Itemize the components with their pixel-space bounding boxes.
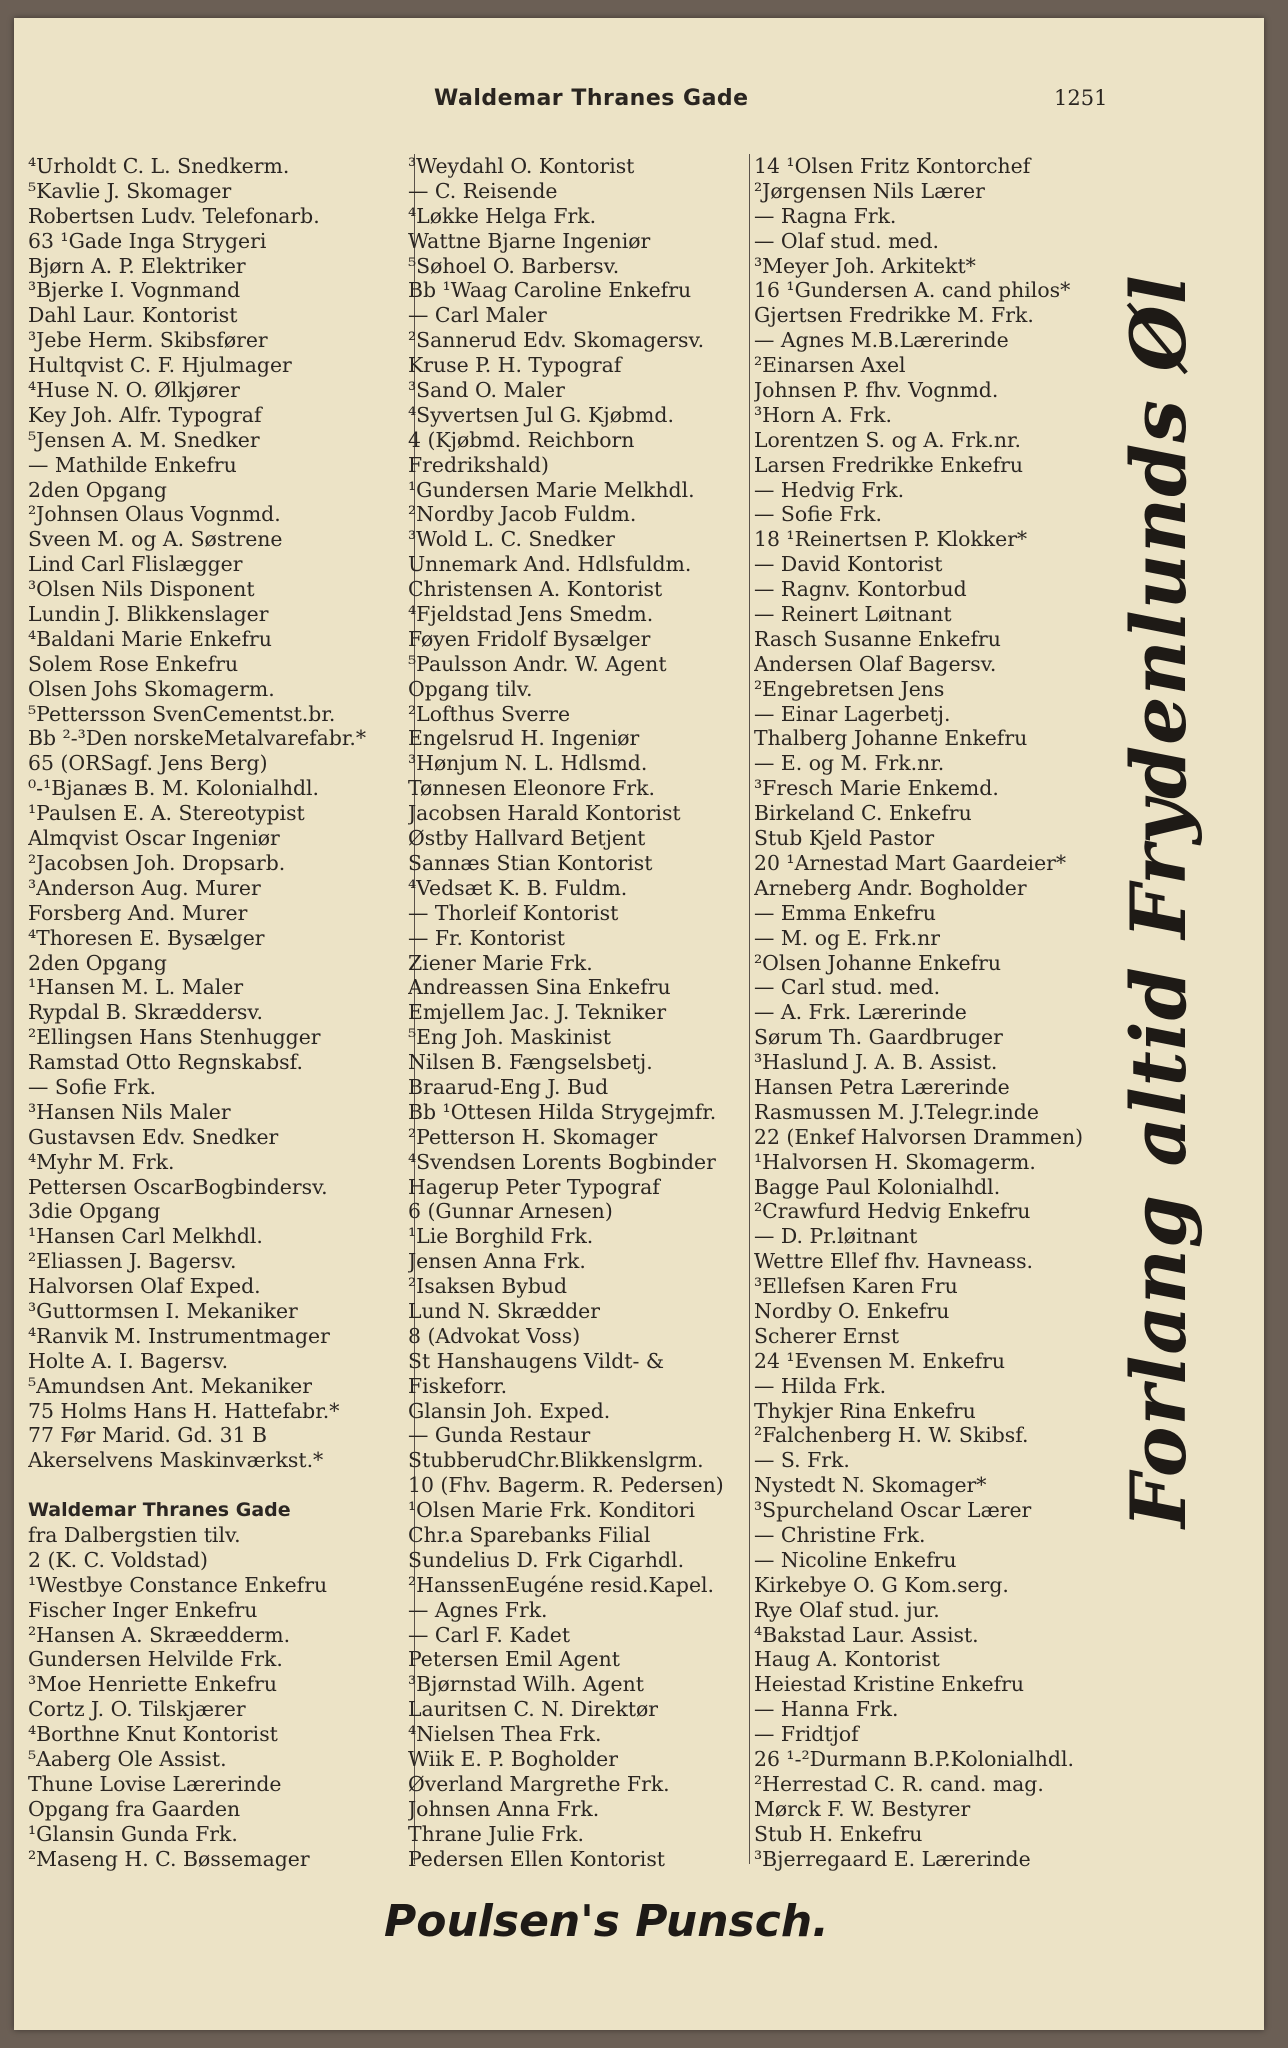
- directory-entry: — Hilda Frk.: [754, 1373, 887, 1398]
- directory-entry: 4 (Kjøbmd. Reichborn: [408, 427, 635, 452]
- directory-entry: Gustavsen Edv. Snedker: [28, 1124, 279, 1149]
- directory-entry: ⁵Aaberg Ole Assist.: [28, 1747, 227, 1771]
- directory-entry: Waldemar Thranes Gade: [28, 1499, 291, 1522]
- directory-entry: 18 ¹Reinertsen P. Klokker*: [754, 527, 1028, 552]
- directory-entry: Lundin J. Blikkenslager: [28, 602, 269, 627]
- directory-entry: ²HanssenEugéne resid.Kapel.: [408, 1572, 715, 1597]
- directory-entry: Andersen Olaf Bagersv.: [754, 651, 997, 676]
- directory-entry: Braarud-Eng J. Bud: [408, 1074, 609, 1099]
- directory-entry: Forsberg And. Murer: [28, 900, 248, 925]
- directory-entry: Halvorsen Olaf Exped.: [28, 1274, 261, 1299]
- bottom-advertisement: Poulsen's Punsch.: [384, 1896, 829, 1947]
- directory-entry: ⁵Paulsson Andr. W. Agent: [408, 651, 667, 676]
- directory-entry: — S. Frk.: [754, 1448, 850, 1473]
- directory-entry: Øverland Margrethe Frk.: [408, 1771, 670, 1796]
- directory-entry: Thrane Julie Frk.: [408, 1821, 584, 1846]
- directory-entry: Føyen Fridolf Bysælger: [408, 626, 651, 651]
- directory-entry: ³Hønjum N. L. Hdlsmd.: [408, 751, 648, 776]
- directory-entry: — M. og E. Frk.nr: [754, 925, 940, 950]
- directory-entry: 16 ¹Gundersen A. cand philos*: [754, 278, 1071, 303]
- directory-entry: Bb ¹Waag Caroline Enkefru: [408, 278, 692, 303]
- directory-entry: ³Sand O. Maler: [408, 378, 565, 403]
- directory-entry: Lund N. Skrædder: [408, 1298, 600, 1323]
- directory-entry: ⁴Svendsen Lorents Bogbinder: [408, 1149, 716, 1174]
- directory-entry: Gundersen Helvilde Frk.: [28, 1647, 283, 1672]
- directory-entry: — Carl F. Kadet: [408, 1622, 571, 1647]
- directory-entry: 3die Opgang: [28, 1199, 161, 1224]
- directory-entry: ³Olsen Nils Disponent: [28, 577, 255, 602]
- column-left: [28, 154, 428, 1871]
- page-title: Waldemar Thranes Gade: [434, 86, 749, 111]
- directory-entry: 10 (Fhv. Bagerm. R. Pedersen): [408, 1473, 724, 1498]
- directory-entry: — Olaf stud. med.: [754, 228, 940, 253]
- directory-entry: — Einar Lagerbetj.: [754, 701, 951, 726]
- directory-entry: 24 ¹Evensen M. Enkefru: [754, 1348, 1006, 1373]
- directory-entry: ¹Halvorsen H. Skomagerm.: [754, 1149, 1036, 1174]
- directory-entry: — Hanna Frk.: [754, 1697, 899, 1722]
- directory-entry: Ramstad Otto Regnskabsf.: [28, 1050, 303, 1075]
- directory-entry: ²Hansen A. Skræedderm.: [28, 1622, 291, 1647]
- directory-entry: ⁴Ranvik M. Instrumentmager: [28, 1323, 330, 1348]
- directory-entry: 75 Holms Hans H. Hattefabr.*: [28, 1398, 340, 1423]
- directory-entry: ²Petterson H. Skomager: [408, 1124, 658, 1149]
- directory-entry: Cortz J. O. Tilskjærer: [28, 1697, 246, 1722]
- directory-entry: Petersen Emil Agent: [408, 1647, 620, 1672]
- page-number: 1251: [1054, 86, 1108, 110]
- directory-entry: Bjørn A. P. Elektriker: [28, 253, 246, 278]
- directory-entry: ²Crawfurd Hedvig Enkefru: [754, 1199, 1031, 1224]
- directory-entry: ²Olsen Johanne Enkefru: [754, 950, 1001, 975]
- directory-entry: Scherer Ernst: [754, 1323, 900, 1348]
- directory-entry: ³Anderson Aug. Murer: [28, 875, 261, 900]
- directory-entry: Fredrikshald): [408, 452, 549, 477]
- directory-entry: Hultqvist C. F. Hjulmager: [28, 353, 292, 378]
- directory-entry: ⁵Eng Joh. Maskinist: [408, 1025, 611, 1050]
- directory-entry: ⁵Pettersson SvenCementst.br.: [28, 701, 336, 726]
- directory-entry: — Reinert Løitnant: [754, 602, 952, 627]
- directory-entry: — Ragna Frk.: [754, 203, 897, 228]
- directory-entry: ⁴Borthne Knut Kontorist: [28, 1722, 278, 1747]
- directory-entry: 65 (ORSagf. Jens Berg): [28, 751, 268, 776]
- directory-entry: Opgang fra Gaarden: [28, 1796, 241, 1821]
- directory-entry: 8 (Advokat Voss): [408, 1323, 581, 1348]
- directory-entry: Opgang tilv.: [408, 676, 533, 701]
- directory-entry: Rasmussen M. J.Telegr.inde: [754, 1099, 1039, 1124]
- directory-entry: ³Haslund J. A. B. Assist.: [754, 1050, 998, 1075]
- directory-entry: — Christine Frk.: [754, 1522, 926, 1547]
- directory-entry: Tønnesen Eleonore Frk.: [408, 776, 655, 801]
- directory-entry: 2den Opgang: [28, 950, 167, 975]
- directory-entry: Thykjer Rina Enkefru: [754, 1398, 976, 1423]
- directory-entry: Glansin Joh. Exped.: [408, 1398, 611, 1423]
- directory-entry: 6 (Gunnar Arnesen): [408, 1199, 613, 1224]
- directory-entry: ²Johnsen Olaus Vognmd.: [28, 502, 281, 527]
- directory-entry: Holte A. I. Bagersv.: [28, 1348, 229, 1373]
- directory-entry: ²Engebretsen Jens: [754, 676, 945, 701]
- directory-entry: Fiskeforr.: [408, 1373, 508, 1398]
- directory-entry: ⁴Fjeldstad Jens Smedm.: [408, 602, 654, 627]
- directory-entry: ⁴Syvertsen Jul G. Kjøbmd.: [408, 402, 674, 427]
- directory-page: [14, 18, 1264, 2030]
- directory-entry: ¹Hansen Carl Melkhdl.: [28, 1224, 263, 1249]
- directory-entry: ³Weydahl O. Kontorist: [408, 154, 635, 178]
- column-right: [754, 154, 1134, 1871]
- directory-entry: ²Isaksen Bybud: [408, 1274, 568, 1299]
- directory-entry: Engelsrud H. Ingeniør: [408, 726, 640, 751]
- directory-entry: ⁵Amundsen Ant. Mekaniker: [28, 1373, 312, 1398]
- directory-entry: — Hedvig Frk.: [754, 477, 905, 502]
- directory-entry: — Emma Enkefru: [754, 900, 936, 925]
- page-header: [14, 86, 1264, 126]
- directory-entry: ¹Gundersen Marie Melkhdl.: [408, 477, 695, 502]
- directory-entry: Thalberg Johanne Enkefru: [754, 726, 1028, 751]
- directory-entry: ³Bjerregaard E. Lærerinde: [754, 1846, 1031, 1871]
- directory-entry: ²Nordby Jacob Fuldm.: [408, 502, 637, 527]
- directory-entry: Østby Hallvard Betjent: [408, 826, 646, 851]
- directory-entry: Solem Rose Enkefru: [28, 651, 239, 676]
- directory-entry: Chr.a Sparebanks Filial: [408, 1522, 651, 1547]
- directory-entry: ²Ellingsen Hans Stenhugger: [28, 1025, 321, 1050]
- directory-entry: Bb ²-³Den norskeMetalvarefabr.*: [28, 726, 367, 751]
- directory-entry: ¹Lie Borghild Frk.: [408, 1224, 594, 1249]
- directory-entry: Arneberg Andr. Bogholder: [754, 875, 1027, 900]
- directory-entry: ¹Westbye Constance Enkefru: [28, 1572, 328, 1597]
- directory-entry: — A. Frk. Lærerinde: [754, 1000, 967, 1025]
- vertical-advertisement: Forlang altid Frydenlunds Øl: [1114, 274, 1203, 1528]
- directory-entry: 63 ¹Gade Inga Strygeri: [28, 228, 267, 253]
- directory-entry: — Thorleif Kontorist: [408, 900, 619, 925]
- directory-entry: Haug A. Kontorist: [754, 1647, 940, 1672]
- directory-entry: Birkeland C. Enkefru: [754, 801, 972, 826]
- directory-entry: ³Guttormsen I. Mekaniker: [28, 1298, 298, 1323]
- directory-entry: Key Joh. Alfr. Typograf: [28, 402, 262, 427]
- directory-entry: ³Bjørnstad Wilh. Agent: [408, 1672, 644, 1697]
- directory-entry: ⁴Løkke Helga Frk.: [408, 203, 597, 228]
- directory-entry: Nordby O. Enkefru: [754, 1298, 950, 1323]
- directory-entry: ¹Paulsen E. A. Stereotypist: [28, 801, 305, 826]
- directory-entry: ²Lofthus Sverre: [408, 701, 571, 726]
- directory-entry: — E. og M. Frk.nr.: [754, 751, 945, 776]
- directory-entry: ³Meyer Joh. Arkitekt*: [754, 253, 976, 278]
- directory-entry: Robertsen Ludv. Telefonarb.: [28, 203, 320, 228]
- directory-entry: Pedersen Ellen Kontorist: [408, 1846, 665, 1871]
- directory-entry: ³Horn A. Frk.: [754, 402, 893, 427]
- directory-entry: — C. Reisende: [408, 178, 558, 203]
- directory-entry: ³Bjerke I. Vognmand: [28, 278, 241, 303]
- directory-entry: ³Ellefsen Karen Fru: [754, 1274, 958, 1299]
- directory-entry: Andreassen Sina Enkefru: [408, 975, 671, 1000]
- directory-entry: ¹Hansen M. L. Maler: [28, 975, 244, 1000]
- directory-entry: 2den Opgang: [28, 477, 167, 502]
- directory-entry: ⁵Søhoel O. Barbersv.: [408, 253, 620, 278]
- directory-entry: ²Eliassen J. Bagersv.: [28, 1249, 237, 1274]
- directory-entry: Heiestad Kristine Enkefru: [754, 1672, 1025, 1697]
- directory-entry: Rye Olaf stud. jur.: [754, 1597, 940, 1622]
- directory-entry: ⁴Huse N. O. Ølkjører: [28, 378, 240, 403]
- directory-entry: Jensen Anna Frk.: [408, 1249, 586, 1274]
- directory-entry: Lauritsen C. N. Direktør: [408, 1697, 659, 1722]
- directory-entry: Wattne Bjarne Ingeniør: [408, 228, 651, 253]
- directory-entry: — Agnes Frk.: [408, 1597, 548, 1622]
- directory-entry: Kruse P. H. Typograf: [408, 353, 622, 378]
- directory-entry: Bb ¹Ottesen Hilda Strygejmfr.: [408, 1099, 717, 1124]
- directory-entry: — David Kontorist: [754, 552, 943, 577]
- directory-entry: St Hanshaugens Vildt- &: [408, 1348, 664, 1373]
- directory-entry: ²Jacobsen Joh. Dropsarb.: [28, 850, 286, 875]
- directory-entry: Almqvist Oscar Ingeniør: [28, 826, 280, 851]
- directory-entry: 20 ¹Arnestad Mart Gaardeier*: [754, 850, 1067, 875]
- directory-entry: Gjertsen Fredrikke M. Frk.: [754, 303, 1034, 328]
- directory-entry: Fischer Inger Enkefru: [28, 1597, 258, 1622]
- directory-entry: 2 (K. C. Voldstad): [28, 1547, 208, 1572]
- directory-entry: ⁴Baldani Marie Enkefru: [28, 626, 272, 651]
- directory-entry: Hagerup Peter Typograf: [408, 1174, 660, 1199]
- directory-entry: ⁴Bakstad Laur. Assist.: [754, 1622, 979, 1647]
- directory-entry: ⁴Myhr M. Frk.: [28, 1149, 175, 1174]
- directory-entry: ⁵Jensen A. M. Snedker: [28, 427, 260, 452]
- directory-entry: Nilsen B. Fængselsbetj.: [408, 1050, 653, 1075]
- directory-entry: ⁵Kavlie J. Skomager: [28, 178, 232, 203]
- directory-entry: Wettre Ellef fhv. Havneass.: [754, 1249, 1034, 1274]
- directory-entry: — Fridtjof: [754, 1722, 859, 1747]
- directory-entry: ²Jørgensen Nils Lærer: [754, 178, 985, 203]
- directory-entry: 26 ¹-²Durmann B.P.Kolonialhdl.: [754, 1747, 1074, 1771]
- directory-entry: Akerselvens Maskinværkst.*: [28, 1448, 324, 1473]
- directory-entry: — Mathilde Enkefru: [28, 452, 237, 477]
- directory-entry: 77 Før Marid. Gd. 31 B: [28, 1423, 268, 1448]
- directory-entry: Lind Carl Flislægger: [28, 552, 243, 577]
- directory-entry: Sannæs Stian Kontorist: [408, 850, 653, 875]
- directory-entry: — Gunda Restaur: [408, 1423, 591, 1448]
- directory-entry: Dahl Laur. Kontorist: [28, 303, 238, 328]
- directory-entry: — Agnes M.B.Lærerinde: [754, 328, 1009, 353]
- directory-entry: ²Falchenberg H. W. Skibsf.: [754, 1423, 1029, 1448]
- directory-entry: Rasch Susanne Enkefru: [754, 626, 1001, 651]
- directory-entry: ²Herrestad C. R. cand. mag.: [754, 1771, 1044, 1796]
- directory-entry: Hansen Petra Lærerinde: [754, 1074, 1010, 1099]
- directory-entry: — Sofie Frk.: [754, 502, 882, 527]
- directory-entry: Rypdal B. Skræddersv.: [28, 1000, 263, 1025]
- column-divider: [749, 154, 750, 1864]
- directory-entry: Emjellem Jac. J. Tekniker: [408, 1000, 667, 1025]
- directory-entry: ⁴Vedsæt K. B. Fuldm.: [408, 875, 628, 900]
- directory-entry: 14 ¹Olsen Fritz Kontorchef: [754, 154, 1031, 178]
- directory-entry: — Fr. Kontorist: [408, 925, 565, 950]
- directory-entry: Lorentzen S. og A. Frk.nr.: [754, 427, 1021, 452]
- directory-entry: Pettersen OscarBogbindersv.: [28, 1174, 328, 1199]
- directory-entry: fra Dalbergstien tilv.: [28, 1522, 241, 1547]
- directory-entry: Nystedt N. Skomager*: [754, 1473, 987, 1498]
- directory-entry: Stub Kjeld Pastor: [754, 826, 935, 851]
- directory-entry: ³Moe Henriette Enkefru: [28, 1672, 277, 1697]
- directory-entry: ²Maseng H. C. Bøssemager: [28, 1846, 310, 1871]
- directory-entry: [28, 1473, 428, 1498]
- directory-entry: Johnsen Anna Frk.: [408, 1796, 600, 1821]
- directory-entry: ¹Glansin Gunda Frk.: [28, 1821, 238, 1846]
- directory-entry: Bagge Paul Kolonialhdl.: [754, 1174, 1001, 1199]
- directory-entry: — Sofie Frk.: [28, 1074, 156, 1099]
- directory-entry: Christensen A. Kontorist: [408, 577, 663, 602]
- directory-entry: Olsen Johs Skomagerm.: [28, 676, 275, 701]
- directory-entry: StubberudChr.Blikkenslgrm.: [408, 1448, 704, 1473]
- directory-entry: ⁴Nielsen Thea Frk.: [408, 1722, 602, 1747]
- directory-entry: ³Fresch Marie Enkemd.: [754, 776, 999, 801]
- directory-entry: ²Sannerud Edv. Skomagersv.: [408, 328, 705, 353]
- directory-entry: Sundelius D. Frk Cigarhdl.: [408, 1547, 685, 1572]
- directory-entry: — Nicoline Enkefru: [754, 1547, 957, 1572]
- directory-entry: — Carl Maler: [408, 303, 547, 328]
- directory-entry: — Carl stud. med.: [754, 975, 941, 1000]
- directory-entry: ³Hansen Nils Maler: [28, 1099, 231, 1124]
- directory-entry: — Ragnv. Kontorbud: [754, 577, 967, 602]
- directory-entry: ³Wold L. C. Snedker: [408, 527, 615, 552]
- directory-entry: Sørum Th. Gaardbruger: [754, 1025, 1003, 1050]
- column-middle: [408, 154, 764, 1871]
- directory-entry: Johnsen P. fhv. Vognmd.: [754, 378, 999, 403]
- directory-entry: 22 (Enkef Halvorsen Drammen): [754, 1124, 1084, 1149]
- directory-entry: Stub H. Enkefru: [754, 1821, 923, 1846]
- directory-entry: ⁰-¹Bjanæs B. M. Kolonialhdl.: [28, 776, 320, 801]
- directory-entry: Unnemark And. Hdlsfuldm.: [408, 552, 692, 577]
- directory-entry: Larsen Fredrikke Enkefru: [754, 452, 1024, 477]
- directory-entry: ³Jebe Herm. Skibsfører: [28, 328, 268, 353]
- directory-entry: Kirkebye O. G Kom.serg.: [754, 1572, 1009, 1597]
- directory-entry: Ziener Marie Frk.: [408, 950, 593, 975]
- directory-entry: ²Einarsen Axel: [754, 353, 906, 378]
- directory-entry: — D. Pr.løitnant: [754, 1224, 918, 1249]
- directory-entry: ⁴Urholdt C. L. Snedkerm.: [28, 154, 290, 178]
- directory-entry: Mørck F. W. Bestyrer: [754, 1796, 971, 1821]
- directory-entry: ⁴Thoresen E. Bysælger: [28, 925, 265, 950]
- directory-entry: ¹Olsen Marie Frk. Konditori: [408, 1498, 696, 1523]
- directory-entry: Sveen M. og A. Søstrene: [28, 527, 283, 552]
- directory-entry: ³Spurcheland Oscar Lærer: [754, 1498, 1032, 1523]
- directory-entry: Thune Lovise Lærerinde: [28, 1771, 282, 1796]
- directory-entry: Wiik E. P. Bogholder: [408, 1747, 618, 1771]
- directory-entry: Jacobsen Harald Kontorist: [408, 801, 681, 826]
